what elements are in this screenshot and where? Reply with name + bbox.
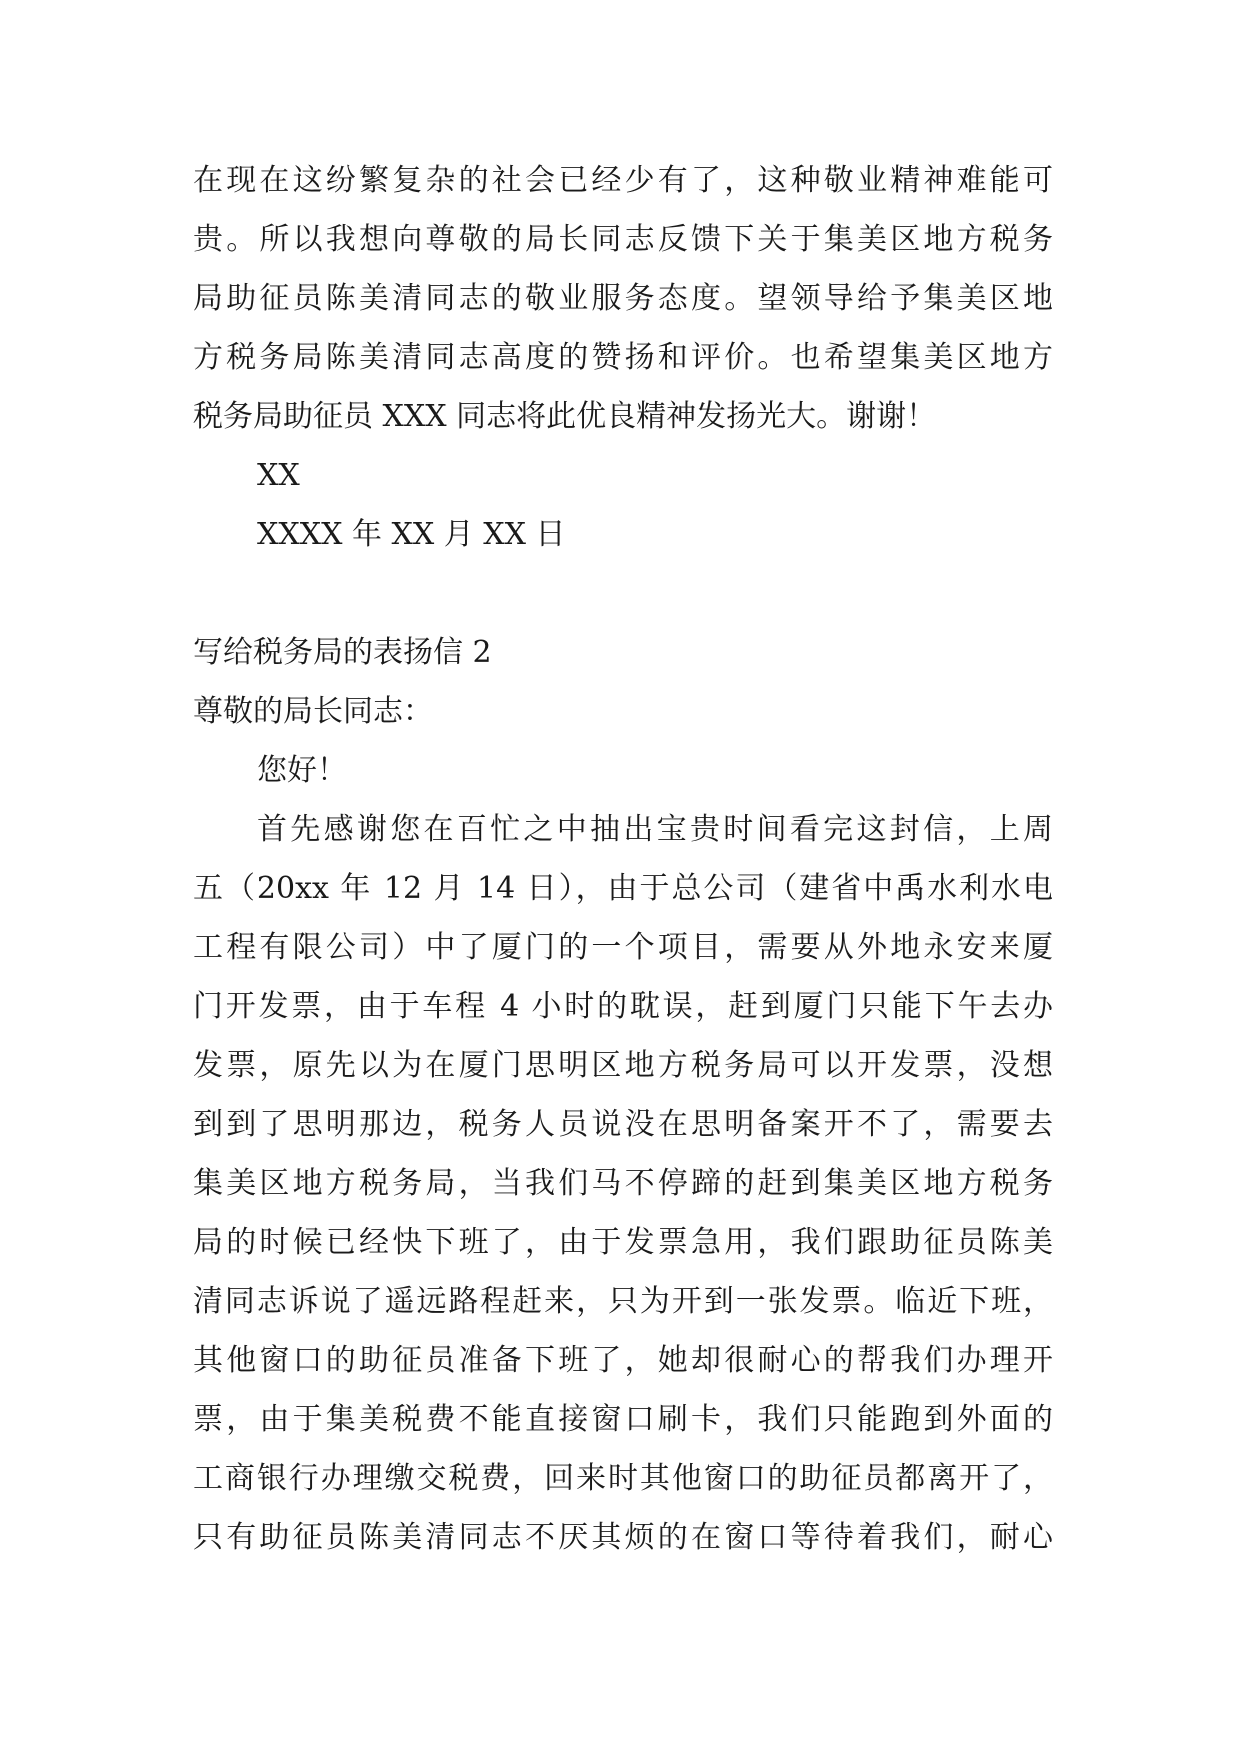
greeting: 您好！ (257, 753, 347, 788)
paragraph-line: 在现在这纷繁复杂的社会已经少有了，这种敬业精神难能可 (193, 163, 1053, 198)
salutation: 尊敬的局长同志： (193, 694, 433, 729)
paragraph-line: 方税务局陈美清同志高度的赞扬和评价。也希望集美区地方 (193, 340, 1053, 375)
body-line: 门开发票，由于车程 4 小时的耽误，赶到厦门只能下午去办 (193, 989, 1053, 1024)
body-line: 工商银行办理缴交税费，回来时其他窗口的助征员都离开了， (193, 1461, 1053, 1496)
body-line: 首先感谢您在百忙之中抽出宝贵时间看完这封信，上周 (257, 812, 1053, 847)
date: XXXX 年 XX 月 XX 日 (257, 517, 566, 552)
body-line: 清同志诉说了遥远路程赶来，只为开到一张发票。临近下班， (193, 1284, 1053, 1319)
signature: XX (257, 458, 300, 493)
body-line: 只有助征员陈美清同志不厌其烦的在窗口等待着我们，耐心 (193, 1520, 1053, 1555)
body-line: 局的时候已经快下班了，由于发票急用，我们跟助征员陈美 (193, 1225, 1053, 1260)
paragraph-line: 税务局助征员 XXX 同志将此优良精神发扬光大。谢谢！ (193, 399, 937, 434)
body-line: 票，由于集美税费不能直接窗口刷卡，我们只能跑到外面的 (193, 1402, 1053, 1437)
paragraph-line: 贵。所以我想向尊敬的局长同志反馈下关于集美区地方税务 (193, 222, 1053, 257)
body-line: 发票，原先以为在厦门思明区地方税务局可以开发票，没想 (193, 1048, 1053, 1083)
body-line: 集美区地方税务局，当我们马不停蹄的赶到集美区地方税务 (193, 1166, 1053, 1201)
body-line: 五（20xx 年 12 月 14 日），由于总公司（建省中禹水利水电 (193, 871, 1053, 906)
body-line: 到到了思明那边，税务人员说没在思明备案开不了，需要去 (193, 1107, 1053, 1142)
paragraph-line: 局助征员陈美清同志的敬业服务态度。望领导给予集美区地 (193, 281, 1053, 316)
body-line: 工程有限公司）中了厦门的一个项目，需要从外地永安来厦 (193, 930, 1053, 965)
letter-title: 写给税务局的表扬信 2 (193, 635, 492, 670)
body-line: 其他窗口的助征员准备下班了，她却很耐心的帮我们办理开 (193, 1343, 1053, 1378)
